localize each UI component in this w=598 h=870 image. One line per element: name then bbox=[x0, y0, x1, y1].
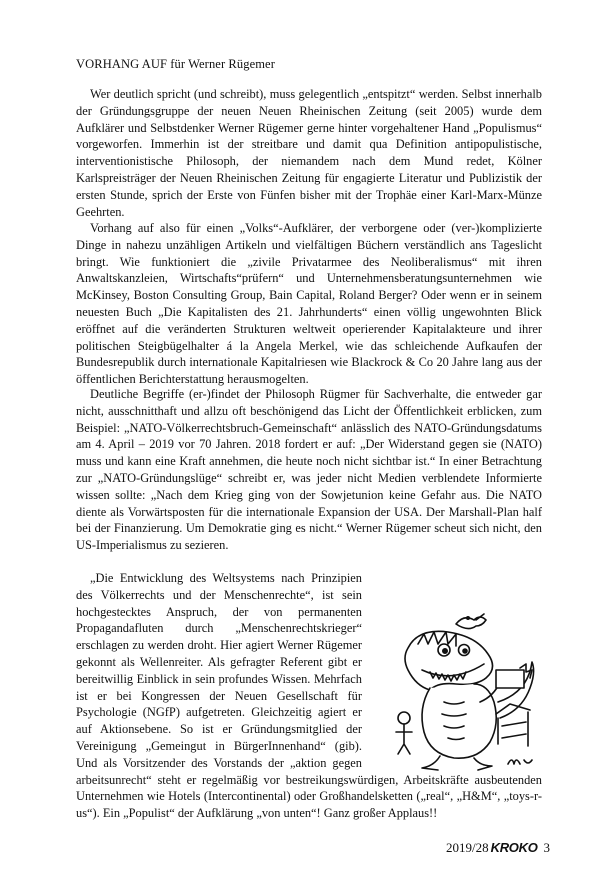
brand-logo: KROKO bbox=[490, 840, 538, 855]
page-footer bbox=[446, 840, 550, 856]
paragraph-text: „Die Entwicklung des Weltsystems nach Prinzipien des Völkerrechts und der Menschenrechte“, ist sein hochgestecktes Anspruch, der von permanenten Propagandafluten durch „Menschenrechtskrieger“ erschlagen zu werden droht. Hier agiert Werner Rügemer gekonnt als Wellenreiter. Als gefragter Referent gibt er bereitwillig Einblick in sein profundes Wissen. Mehrfach ist er bei Kongressen der Neuen Gesellschaft für Psychologie (NGfP) aufgetreten. Gleichzeitig agiert er auf Aktionsebene. So ist er Gründungsmitglied der Vereinigung „Gemeingut in BürgerInnenhand“ (gib). Und als Vorsitzender des Vorstands der „aktion gegen arbeitsunrecht“ steht er regelmäßig vor bestreikungswürdigen, Arbeitskräfte ausbeutenden Unternehmen wie Hotels (Intercontinental) oder Großhandelsketten („real“, „H&M“, „toys-r-us“). Ein „Populist“ der Aufklärung „von unten“! Ganz großer Applaus!! bbox=[76, 571, 542, 821]
paragraph-text: Vorhang auf also für einen „Volks“-Aufklärer, der verborgene oder (ver-)komplizierte Dinge in nahezu unzähligen Artikeln und vielfältigen Büchern verständlich ans Tageslicht bringt. Wie funktioniert die „zivile Privatarmee des Neoliberalismus“ mit ihren Anwaltskanzleien, Wirtschafts“prüfern“ und Unternehmensberatungsunternehmen wie McKinsey, Boston Consulting Group, Bain Capital, Roland Berger? Oder wenn er in seinem neuesten Buch „Die Kapitalisten des 21. Jahrhunderts“ einen völlig ungewohnten Blick eröffnet auf die veränderten Strukturen weltweit operierender Kapitalakteure und ihrer politischen Steigbügelhalter á la Angela Merkel, wie das schleichende Aufkaufen der Bundesrepublik durch internationale Kapitalriesen wie Blackrock & Co 20 Jahre lang aus der öffentlichen Berichterstattung herausmogelten. bbox=[76, 221, 542, 387]
paragraph-text: Wer deutlich spricht (und schreibt), muss gelegentlich „entspitzt“ werden. Selbst innerhalb der Gründungsgruppe der neuen Neuen Rheinischen Zeitung (seit 2005) wurde dem Aufklärer und Selbstdenker Werner Rügemer gerne hinter vorgehaltener Hand „Populismus“ vorgeworfen. Immerhin ist der streitbare und damit qua Definition antipopulistische, interventionistische Philosoph, der niemandem nach dem Mund redet, Kölner Karlspreisträger der Neuen Rheinischen Zeitung für engagierte Literatur und Publizistik der ersten Stunde, sprich der Erste von Fünfen bisher mit der Trophäe einer Karl-Marx-Münze Geehrten. bbox=[76, 87, 542, 219]
article-title: VORHANG AUF für Werner Rügemer bbox=[76, 57, 275, 71]
paragraph-3 bbox=[76, 386, 542, 554]
paragraph-2 bbox=[76, 220, 542, 388]
paragraph-text: Deutliche Begriffe (er-)findet der Philosoph Rügmer für Sachverhalte, die entweder gar nicht, ausschnitthaft und allzu oft beschönigend das Licht der Öffentlichkeit erblicken, zum Beispiel: „NATO-Völkerrechtsbruch-Gemeinschaft“ anlässlich des NATO-Gründungsdatums am 4. April – 2019 vor 70 Jahren. 2018 fordert er auf: „Der Widerstand gegen sie (NATO) muss und kann eine Kraft annehmen, die heute noch nicht sichtbar ist.“ In einer Betrachtung zur „NATO-Gründungslüge“ schreibt er, was jeder nicht Medien verblendete Informierte wissen sollte: „Nach dem Krieg ging von der Sowjetunion keine Gefahr aus. Die NATO diente als Vorwärtsposten für die internationale Expansion der USA. Der Marshall-Plan half bei der Finanzierung. Um Demokratie ging es nicht.“ Werner Rügemer scheut sich nicht, den US-Imperialismus zu sezieren. bbox=[76, 387, 542, 553]
issue-number: 2019/28 bbox=[446, 840, 489, 855]
page-number: 3 bbox=[543, 840, 551, 855]
dragon-cartoon-icon bbox=[378, 606, 546, 778]
paragraph-1 bbox=[76, 86, 542, 220]
